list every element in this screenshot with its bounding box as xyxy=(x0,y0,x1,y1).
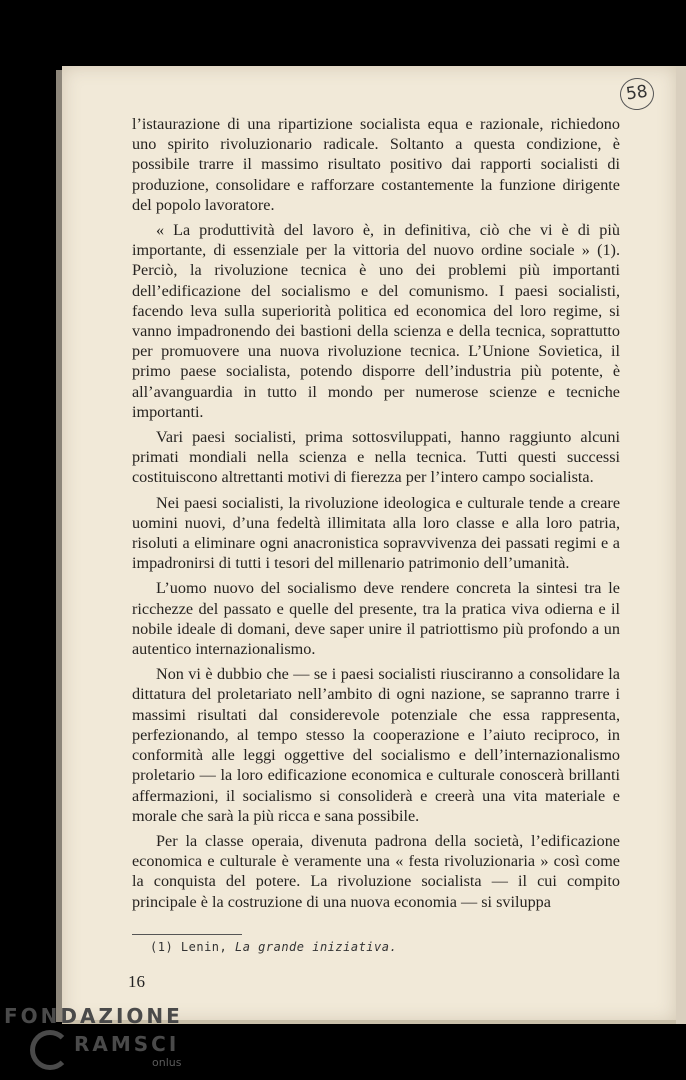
watermark-line1: FONDAZIONE xyxy=(4,1004,183,1028)
paragraph: l’istaurazione di una ripartizione socialista equa e razionale, richiedono uno spirito rivoluzionario radicale. Soltanto a questa condizione, è possibile trarre il massimo risultato positivo dai rapporti socialisti di produzione, consolidare e rafforzare costantemente la funzione dirigente del popolo lavoratore. xyxy=(132,115,620,214)
paragraph: Non vi è dubbio che — se i paesi socialisti riusciranno a consolidare la dittatura del proletariato nell’ambito di ogni nazione, se sapranno trarre i massimi risultati dal considerevole potenziale che essa rappresenta, perfezionando, al tempo stesso la cooperazione e l’aiuto reciproco, in conformità alle leggi oggettive del socialismo e dell’internazionalismo proletario — la loro edificazione economica e culturale conoscerà brillanti affermazioni, il socialismo si consoliderà e creerà una vita materiale e morale che sarà la più ricca e sana possibile. xyxy=(132,665,620,825)
page-edge-right xyxy=(676,66,686,1024)
handwritten-folio-mark: 58 xyxy=(618,76,656,112)
paragraph: Vari paesi socialisti, prima sottosviluppati, hanno raggiunto alcuni primati mondiali nella scienza e nella tecnica. Tutti questi successi costituiscono altrettanti motivi di fierezza per l’intero campo socialista. xyxy=(132,428,620,487)
watermark-logo xyxy=(4,1004,183,1069)
page-number: 16 xyxy=(128,972,145,991)
body-text xyxy=(132,114,620,917)
watermark-line2: RAMSCI xyxy=(74,1032,180,1056)
watermark-line3: onlus xyxy=(152,1056,182,1069)
paragraph: Per la classe operaia, divenuta padrona della società, l’edificazione economica e culturale è veramente una « festa rivoluzionaria » così come la conquista del potere. La rivoluzione socialista — il cui compito principale è la costruzione di una nuova economia — si sviluppa xyxy=(132,831,620,911)
footnote-marker: (1) Lenin, xyxy=(150,940,228,954)
footnote-divider xyxy=(132,934,242,935)
watermark-g-icon xyxy=(30,1030,70,1070)
footnote xyxy=(150,940,397,954)
footnote-title: La grande iniziativa. xyxy=(234,940,398,954)
paragraph: « La produttività del lavoro è, in definitiva, ciò che vi è di più importante, di essenziale per la vittoria del nuovo ordine sociale » (1). Perciò, la rivoluzione tecnica è uno dei problemi più importanti dell’edificazione del socialismo e del comunismo. I paesi socialisti, facendo leva sulla superiorità politica ed economica del loro regime, si vanno impadronendo dei bastioni della scienza e della tecnica, soprattutto per promuovere una nuova rivoluzione tecnica. L’Unione Sovietica, il primo paese socialista, potendo disporre dell’industria più potente, è all’avanguardia in tutto il mondo per numerose scienze e tecniche importanti. xyxy=(132,221,620,421)
paragraph: Nei paesi socialisti, la rivoluzione ideologica e culturale tende a creare uomini nuovi, d’una fedeltà illimitata alla loro classe e alla loro patria, risoluti a eliminare ogni anacronistica sopravvivenza dei passati regimi e a impadronirsi di tutti i tesori del millenario patrimonio dell’umanità. xyxy=(132,493,620,573)
paragraph: L’uomo nuovo del socialismo deve rendere concreta la sintesi tra le ricchezze del passato e quelle del presente, tra la pratica viva odierna e il nobile ideale di domani, deve saper unire il patriottismo più profondo a un autentico internazionalismo. xyxy=(132,579,620,659)
